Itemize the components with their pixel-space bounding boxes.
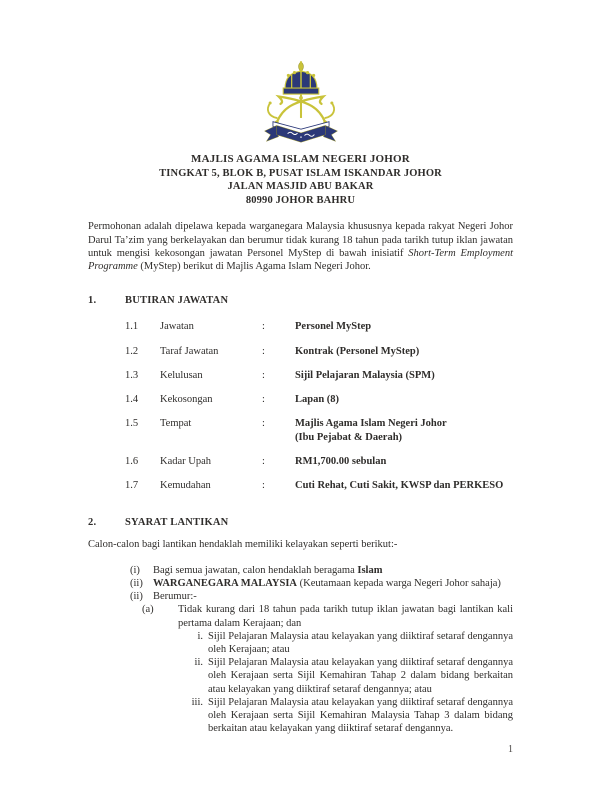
address-line-1: TINGKAT 5, BLOK B, PUSAT ISLAM ISKANDAR JOHOR xyxy=(159,167,442,179)
section-2-heading xyxy=(88,516,513,529)
item-text-bold: Islam xyxy=(357,564,383,576)
table-row xyxy=(125,455,513,468)
intro-paragraph xyxy=(88,220,513,273)
requirements-lead: Calon-calon bagi lantikan hendaklah memiliki kelayakan seperti berikut:- xyxy=(88,539,398,551)
item-marker: iii. xyxy=(191,696,203,708)
row-number: 1.6 xyxy=(125,455,139,467)
row-number: 1.7 xyxy=(125,479,139,491)
table-row xyxy=(125,393,513,406)
item-marker: i. xyxy=(197,630,203,642)
row-colon: : xyxy=(262,479,265,491)
row-value: Lapan (8) xyxy=(295,394,340,406)
address-line-2: JALAN MASJID ABU BAKAR xyxy=(227,181,374,193)
item-text xyxy=(153,577,513,590)
item-marker: (ii) xyxy=(130,591,143,603)
item-text: Sijil Pelajaran Malaysia atau kelayakan yang diiktiraf setaraf dengannya oleh Kerajaan; atau xyxy=(208,630,513,655)
row-value: Sijil Pelajaran Malaysia (SPM) xyxy=(295,369,435,381)
item-marker: ii. xyxy=(194,657,203,669)
row-label: Kemudahan xyxy=(160,479,211,491)
item-text-normal: (Keutamaan kepada warga Negeri Johor sahaja) xyxy=(297,577,501,589)
row-colon: : xyxy=(262,394,265,406)
row-number: 1.5 xyxy=(125,418,139,430)
section-1-heading xyxy=(88,294,513,307)
item-text xyxy=(153,564,513,577)
document-content xyxy=(88,0,513,735)
item-marker: (a) xyxy=(142,604,154,616)
state-crest-icon xyxy=(254,60,348,146)
item-text-normal: Berumur:- xyxy=(153,591,197,603)
row-colon: : xyxy=(262,455,265,467)
row-value: Kontrak (Personel MyStep) xyxy=(295,345,420,357)
table-row xyxy=(125,369,513,382)
row-value-line-1: Majlis Agama Islam Negeri Johor xyxy=(295,418,447,430)
item-text xyxy=(153,590,513,603)
item-text-normal: Bagi semua jawatan, calon hendaklah beragama xyxy=(153,564,358,576)
row-number: 1.4 xyxy=(125,394,139,406)
row-colon: : xyxy=(262,418,265,430)
section-2-number: 2. xyxy=(88,517,97,529)
row-number: 1.3 xyxy=(125,369,139,381)
row-label: Kekosongan xyxy=(160,394,213,406)
roman-list-item xyxy=(170,696,513,736)
section-1-title: BUTIRAN JAWATAN xyxy=(125,295,229,307)
row-colon: : xyxy=(262,369,265,381)
section-1-number: 1. xyxy=(88,295,97,307)
item-text: Sijil Pelajaran Malaysia atau kelayakan yang diiktiraf setaraf dengannya oleh Kerajaan serta Sijil Kemahiran Malaysia Tahap 3 dalam bidang berkaitan atau kelayakan yang diiktiraf setaraf dengannya. xyxy=(208,696,513,735)
row-value: RM1,700.00 sebulan xyxy=(295,455,387,467)
table-row xyxy=(125,479,513,492)
row-colon: : xyxy=(262,321,265,333)
page-number: 1 xyxy=(508,744,513,755)
intro-text-after: (MyStep) berikut di Majlis Agama Islam Negeri Johor. xyxy=(137,261,371,273)
section-2-title: SYARAT LANTIKAN xyxy=(125,517,229,529)
organization-name: MAJLIS AGAMA ISLAM NEGERI JOHOR xyxy=(191,153,410,165)
sub-list-item-a xyxy=(142,603,513,629)
list-item xyxy=(130,564,513,577)
roman-list-item xyxy=(170,630,513,656)
table-row xyxy=(125,417,513,443)
item-marker: (i) xyxy=(130,564,140,576)
row-number: 1.1 xyxy=(125,321,139,333)
row-label: Kadar Upah xyxy=(160,455,212,467)
row-label: Tempat xyxy=(160,418,192,430)
table-row xyxy=(125,320,513,333)
row-label: Kelulusan xyxy=(160,369,203,381)
crest-container xyxy=(88,0,513,146)
item-text: Sijil Pelajaran Malaysia atau kelayakan yang diiktiraf setaraf dengannya oleh Kerajaan serta Sijil Kemahiran Tahap 2 dalam bidang berkaitan atau kelayakan yang diiktiraf setaraf dengannya; atau xyxy=(208,657,513,695)
item-text-bold: WARGANEGARA MALAYSIA xyxy=(153,577,298,589)
intro-italic-text: Short-Term Employment Programme xyxy=(88,247,513,273)
intro-text-before: Permohonan adalah dipelawa kepada warganegara Malaysia khususnya kepada rakyat Negeri Johor Darul Ta’zim yang berkelayakan dan berumur tidak kurang 18 tahun pada tarikh tutup iklan jawatan untuk mengisi kekosongan jawatan Personel MyStep di bawah inisiatif xyxy=(88,221,513,259)
table-row xyxy=(125,345,513,358)
row-value: Cuti Rehat, Cuti Sakit, KWSP dan PERKESO xyxy=(295,479,504,491)
row-value: Personel MyStep xyxy=(295,321,372,333)
roman-list-item xyxy=(170,656,513,696)
item-text: Tidak kurang dari 18 tahun pada tarikh tutup iklan jawatan bagi lantikan kali pertama dalam Kerajaan; dan xyxy=(178,604,513,629)
row-colon: : xyxy=(262,345,265,357)
row-label: Jawatan xyxy=(160,321,194,333)
list-item xyxy=(130,577,513,590)
item-marker: (ii) xyxy=(130,577,143,589)
row-label: Taraf Jawatan xyxy=(160,345,219,357)
job-details-table xyxy=(88,320,513,492)
list-item xyxy=(130,590,513,603)
address-line-3: 80990 JOHOR BAHRU xyxy=(245,194,356,206)
row-value-line-2: (Ibu Pejabat & Daerah) xyxy=(295,431,403,443)
row-value xyxy=(295,417,513,443)
row-number: 1.2 xyxy=(125,345,139,357)
requirements-list xyxy=(88,564,513,736)
